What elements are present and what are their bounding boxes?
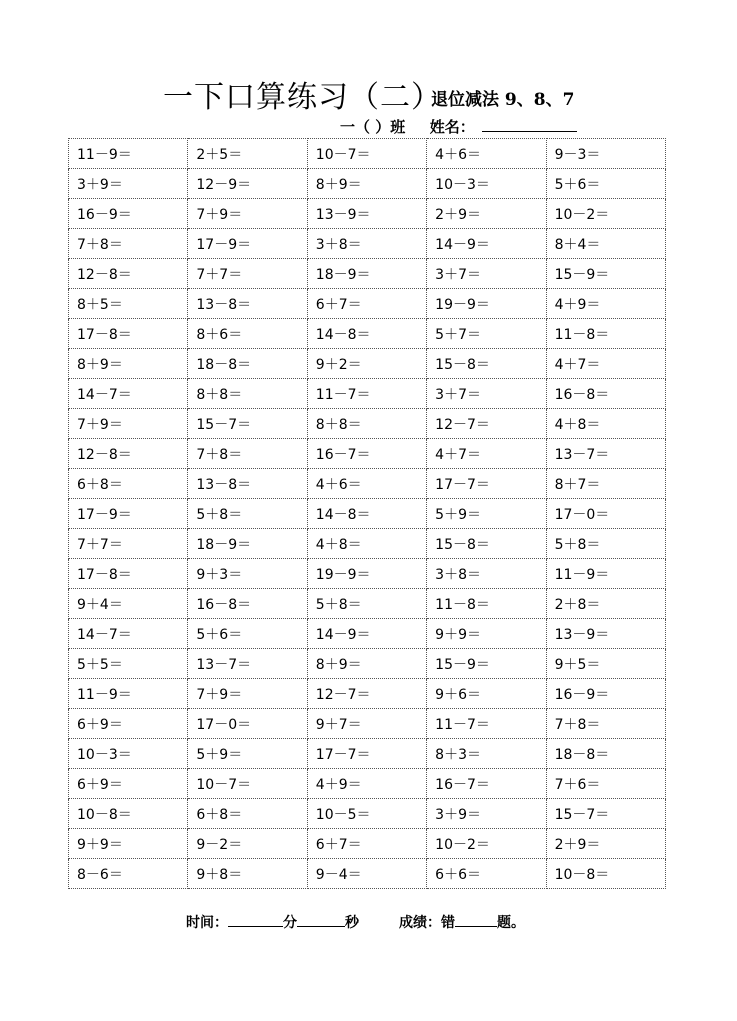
problem-cell: 2＋5＝ [188,139,307,169]
problem-cell: 5＋6＝ [188,619,307,649]
table-row [69,259,666,289]
problem-cell: 17－7＝ [307,739,426,769]
problem-cell: 14－7＝ [69,379,188,409]
problem-cell: 15－7＝ [546,799,665,829]
problem-cell: 11－8＝ [546,319,665,349]
problem-cell: 5＋8＝ [546,529,665,559]
problem-cell: 3＋8＝ [307,229,426,259]
table-row [69,169,666,199]
problem-cell: 11－9＝ [69,139,188,169]
problem-cell: 15－9＝ [546,259,665,289]
problem-cell: 17－7＝ [427,469,546,499]
table-row [69,739,666,769]
table-row [69,829,666,859]
problem-cell: 11－9＝ [546,559,665,589]
table-row [69,229,666,259]
problem-cell: 7＋7＝ [188,259,307,289]
problem-cell: 7＋9＝ [188,199,307,229]
problem-cell: 8＋7＝ [546,469,665,499]
problem-cell: 5＋8＝ [307,589,426,619]
problem-cell: 9＋9＝ [69,829,188,859]
footer [186,912,525,934]
problem-cell: 10－3＝ [69,739,188,769]
problem-cell: 8＋8＝ [188,379,307,409]
problem-cell: 5＋7＝ [427,319,546,349]
time-label: 时间： [186,915,228,931]
problem-cell: 18－8＝ [546,739,665,769]
problem-cell: 18－8＝ [188,349,307,379]
problem-cell: 4＋8＝ [307,529,426,559]
problem-cell: 8＋6＝ [188,319,307,349]
table-row [69,589,666,619]
score-label: 成绩：错 [399,915,455,931]
name-label: 姓名： [429,118,475,136]
problem-cell: 4＋8＝ [546,409,665,439]
problem-cell: 8＋8＝ [307,409,426,439]
problem-cell: 13－7＝ [546,439,665,469]
problem-cell: 15－8＝ [427,529,546,559]
problem-cell: 10－7＝ [188,769,307,799]
problem-cell: 3＋9＝ [427,799,546,829]
problem-cell: 9＋5＝ [546,649,665,679]
problem-cell: 5＋6＝ [546,169,665,199]
problem-cell: 5＋8＝ [188,499,307,529]
problem-cell: 17－8＝ [69,319,188,349]
problem-cell: 13－8＝ [188,469,307,499]
problem-cell: 3＋7＝ [427,379,546,409]
problem-cell: 6＋6＝ [427,859,546,889]
problem-cell: 14－7＝ [69,619,188,649]
problem-cell: 8＋9＝ [307,649,426,679]
problem-cell: 9－4＝ [307,859,426,889]
table-row [69,499,666,529]
problem-cell: 17－0＝ [546,499,665,529]
table-row [69,709,666,739]
problem-cell: 3＋8＝ [427,559,546,589]
problem-cell: 8＋3＝ [427,739,546,769]
problem-cell: 12－7＝ [427,409,546,439]
table-row [69,409,666,439]
table-row [69,289,666,319]
title-row [0,80,737,120]
problem-cell: 4＋7＝ [427,439,546,469]
problem-cell: 16－8＝ [546,379,665,409]
problem-cell: 13－9＝ [546,619,665,649]
table-row [69,199,666,229]
page-subtitle: 退位减法 9、8、7 [431,90,575,110]
problem-cell: 12－7＝ [307,679,426,709]
problem-table [68,138,666,889]
table-row [69,769,666,799]
minute-blank[interactable] [228,912,283,927]
table-row [69,559,666,589]
problem-cell: 7＋7＝ [69,529,188,559]
problem-cell: 18－9＝ [188,529,307,559]
problem-cell: 8＋4＝ [546,229,665,259]
problem-cell: 4＋9＝ [307,769,426,799]
question-label: 题。 [497,915,525,931]
problem-cell: 14－9＝ [307,619,426,649]
problem-cell: 14－8＝ [307,319,426,349]
problem-cell: 7＋8＝ [546,709,665,739]
problem-cell: 7＋9＝ [188,679,307,709]
problem-cell: 6＋8＝ [69,469,188,499]
problem-cell: 9＋9＝ [427,619,546,649]
page-title: 一下口算练习（二） [163,80,442,115]
class-name-line [340,117,577,137]
table-row [69,349,666,379]
table-row [69,619,666,649]
problem-cell: 14－8＝ [307,499,426,529]
problem-cell: 2＋9＝ [546,829,665,859]
table-row [69,649,666,679]
problem-cell: 9＋2＝ [307,349,426,379]
class-label: 一（ ）班 [340,118,406,136]
problem-cell: 6＋7＝ [307,829,426,859]
problem-cell: 15－7＝ [188,409,307,439]
table-row [69,529,666,559]
problem-cell: 8＋9＝ [69,349,188,379]
problem-cell: 2＋9＝ [427,199,546,229]
problem-cell: 10－2＝ [427,829,546,859]
second-label: 秒 [345,915,359,931]
problem-cell: 3＋7＝ [427,259,546,289]
name-blank[interactable] [482,117,577,132]
problem-cell: 13－9＝ [307,199,426,229]
problem-cell: 10－7＝ [307,139,426,169]
problem-cell: 16－7＝ [307,439,426,469]
errors-blank[interactable] [455,912,497,927]
problem-cell: 6＋7＝ [307,289,426,319]
table-row [69,469,666,499]
problem-cell: 10－8＝ [546,859,665,889]
problem-cell: 11－7＝ [307,379,426,409]
problem-cell: 9＋8＝ [188,859,307,889]
problem-cell: 10－3＝ [427,169,546,199]
problem-cell: 16－8＝ [188,589,307,619]
problem-cell: 19－9＝ [307,559,426,589]
problem-cell: 19－9＝ [427,289,546,319]
problem-cell: 11－8＝ [427,589,546,619]
problem-cell: 5＋9＝ [427,499,546,529]
problem-cell: 9－3＝ [546,139,665,169]
problem-cell: 4＋6＝ [307,469,426,499]
problem-cell: 12－9＝ [188,169,307,199]
problem-cell: 7＋6＝ [546,769,665,799]
table-row [69,319,666,349]
problem-cell: 9＋4＝ [69,589,188,619]
problem-cell: 5＋9＝ [188,739,307,769]
problem-cell: 3＋9＝ [69,169,188,199]
problem-cell: 12－8＝ [69,439,188,469]
problem-cell: 10－5＝ [307,799,426,829]
second-blank[interactable] [297,912,345,927]
minute-label: 分 [283,915,297,931]
problem-cell: 8－6＝ [69,859,188,889]
problem-cell: 9＋6＝ [427,679,546,709]
problem-cell: 10－8＝ [69,799,188,829]
problem-cell: 7＋9＝ [69,409,188,439]
problem-cell: 10－2＝ [546,199,665,229]
problem-cell: 8＋5＝ [69,289,188,319]
problem-cell: 9－2＝ [188,829,307,859]
table-row [69,379,666,409]
problem-cell: 4＋6＝ [427,139,546,169]
problem-cell: 11－9＝ [69,679,188,709]
problem-cell: 6＋9＝ [69,769,188,799]
problem-cell: 16－9＝ [69,199,188,229]
problem-cell: 15－8＝ [427,349,546,379]
problem-cell: 12－8＝ [69,259,188,289]
problem-cell: 2＋8＝ [546,589,665,619]
problem-cell: 17－0＝ [188,709,307,739]
problem-cell: 13－7＝ [188,649,307,679]
problem-cell: 11－7＝ [427,709,546,739]
problem-cell: 15－9＝ [427,649,546,679]
table-row [69,859,666,889]
problem-cell: 7＋8＝ [69,229,188,259]
problem-cell: 9＋3＝ [188,559,307,589]
problem-cell: 13－8＝ [188,289,307,319]
problem-cell: 5＋5＝ [69,649,188,679]
table-row [69,679,666,709]
problem-cell: 7＋8＝ [188,439,307,469]
problem-cell: 4＋7＝ [546,349,665,379]
problem-cell: 18－9＝ [307,259,426,289]
problem-cell: 6＋9＝ [69,709,188,739]
problem-cell: 16－9＝ [546,679,665,709]
problem-cell: 16－7＝ [427,769,546,799]
problem-cell: 4＋9＝ [546,289,665,319]
problem-cell: 14－9＝ [427,229,546,259]
problem-cell: 17－8＝ [69,559,188,589]
problem-cell: 6＋8＝ [188,799,307,829]
problem-cell: 17－9＝ [188,229,307,259]
problem-cell: 9＋7＝ [307,709,426,739]
problem-cell: 17－9＝ [69,499,188,529]
table-row [69,439,666,469]
table-row [69,799,666,829]
table-row [69,139,666,169]
problem-cell: 8＋9＝ [307,169,426,199]
